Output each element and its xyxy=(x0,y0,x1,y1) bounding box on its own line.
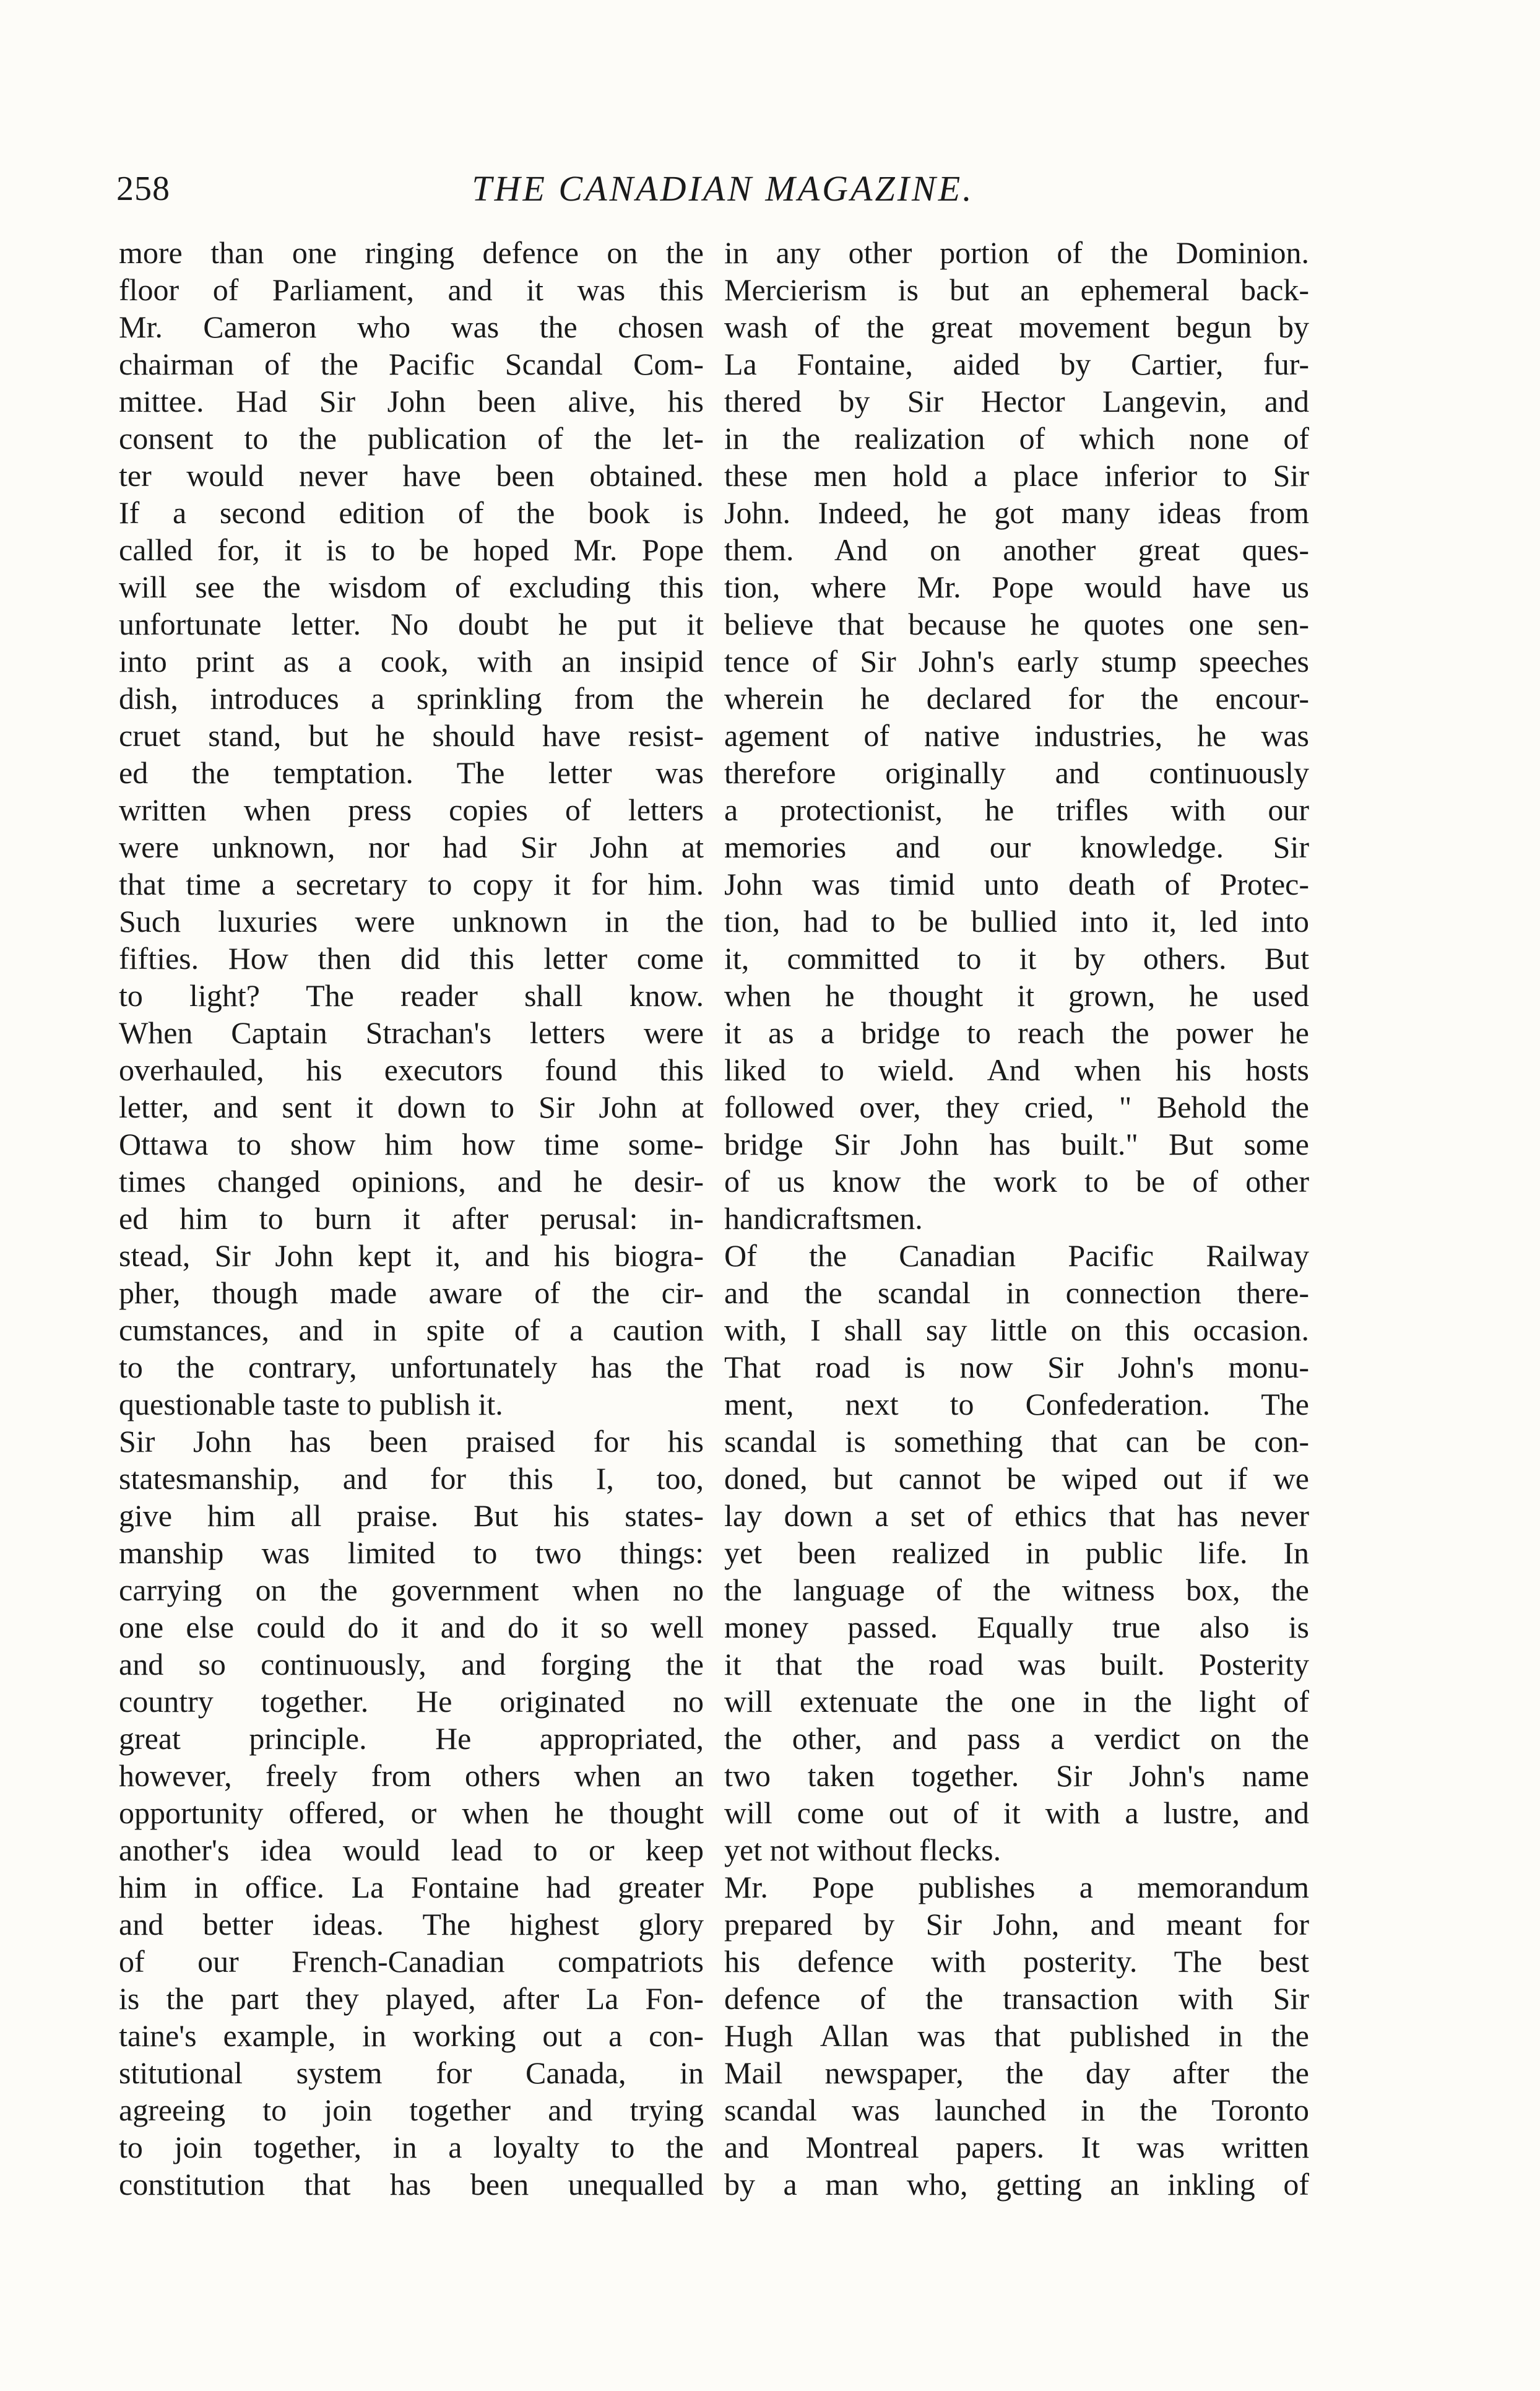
text-line: chairman of the Pacific Scandal Com- xyxy=(119,347,704,381)
text-line: were unknown, nor had Sir John at xyxy=(119,830,704,864)
text-line: and Montreal papers. It was written xyxy=(724,2130,1309,2164)
text-line: Of the Canadian Pacific Railway xyxy=(724,1238,1309,1273)
text-line: If a second edition of the book is xyxy=(119,495,704,530)
text-line: of us know the work to be of other xyxy=(724,1164,1309,1199)
text-line: a protectionist, he trifles with our xyxy=(724,792,1309,827)
text-line: will extenuate the one in the light of xyxy=(724,1684,1309,1719)
text-line: of our French-Canadian compatriots xyxy=(119,1944,704,1979)
text-line: wherein he declared for the encour- xyxy=(724,681,1309,716)
text-line: written when press copies of letters xyxy=(119,792,704,827)
text-line: overhauled, his executors found this xyxy=(119,1052,704,1087)
text-line: more than one ringing defence on the xyxy=(119,235,704,270)
text-line: Mr. Pope publishes a memorandum xyxy=(724,1870,1309,1904)
text-line: great principle. He appropriated, xyxy=(119,1721,704,1756)
text-line: agement of native industries, he was xyxy=(724,718,1309,753)
text-line: lay down a set of ethics that has never xyxy=(724,1498,1309,1533)
text-line: money passed. Equally true also is xyxy=(724,1610,1309,1644)
text-line: that time a secretary to copy it for him. xyxy=(119,867,704,901)
text-line: manship was limited to two things: xyxy=(119,1535,704,1570)
text-line: questionable taste to publish it. xyxy=(119,1387,503,1421)
text-line: yet not without flecks. xyxy=(724,1833,1001,1867)
text-line: to join together, in a loyalty to the xyxy=(119,2130,704,2164)
text-line: believe that because he quotes one sen- xyxy=(724,607,1309,641)
text-line: prepared by Sir John, and meant for xyxy=(724,1907,1309,1942)
text-line: followed over, they cried, " Behold the xyxy=(724,1090,1309,1124)
text-line: to light? The reader shall know. xyxy=(119,978,704,1013)
text-line: unfortunate letter. No doubt he put it xyxy=(119,607,704,641)
text-line: Mr. Cameron who was the chosen xyxy=(119,310,704,344)
text-line: called for, it is to be hoped Mr. Pope xyxy=(119,532,704,567)
text-line: opportunity offered, or when he thought xyxy=(119,1795,704,1830)
text-line: memories and our knowledge. Sir xyxy=(724,830,1309,864)
text-line: stead, Sir John kept it, and his biogra- xyxy=(119,1238,704,1273)
text-line: That road is now Sir John's monu- xyxy=(724,1350,1309,1384)
text-line: in any other portion of the Dominion. xyxy=(724,235,1309,270)
text-line: will come out of it with a lustre, and xyxy=(724,1795,1309,1830)
text-line: times changed opinions, and he desir- xyxy=(119,1164,704,1199)
text-line: it that the road was built. Posterity xyxy=(724,1647,1309,1682)
text-line: Such luxuries were unknown in the xyxy=(119,904,704,939)
journal-title: THE CANADIAN MAGAZINE. xyxy=(472,168,974,209)
text-line: yet been realized in public life. In xyxy=(724,1535,1309,1570)
running-head xyxy=(116,161,1330,217)
text-line: letter, and sent it down to Sir John at xyxy=(119,1090,704,1124)
text-line: and better ideas. The highest glory xyxy=(119,1907,704,1942)
text-line: him in office. La Fontaine had greater xyxy=(119,1870,704,1904)
text-line: will see the wisdom of excluding this xyxy=(119,570,704,604)
text-line: liked to wield. And when his hosts xyxy=(724,1052,1309,1087)
text-line: ter would never have been obtained. xyxy=(119,458,704,493)
text-line: one else could do it and do it so well xyxy=(119,1610,704,1644)
text-line: to the contrary, unfortunately has the xyxy=(119,1350,704,1384)
text-line: John. Indeed, he got many ideas from xyxy=(724,495,1309,530)
text-line: the language of the witness box, the xyxy=(724,1573,1309,1607)
text-line: agreeing to join together and trying xyxy=(119,2093,704,2127)
text-line: constitution that has been unequalled xyxy=(119,2167,704,2202)
right-text-column xyxy=(724,234,1309,2203)
text-line: La Fontaine, aided by Cartier, fur- xyxy=(724,347,1309,381)
text-line: two taken together. Sir John's name xyxy=(724,1758,1309,1793)
text-line: defence of the transaction with Sir xyxy=(724,1981,1309,2016)
text-line: by a man who, getting an inkling of xyxy=(724,2167,1309,2202)
page-number: 258 xyxy=(116,170,170,208)
text-line: Ottawa to show him how time some- xyxy=(119,1127,704,1161)
text-line: with, I shall say little on this occasion. xyxy=(724,1313,1309,1347)
text-line: ed him to burn it after perusal: in- xyxy=(119,1201,704,1236)
text-line: it, committed to it by others. But xyxy=(724,941,1309,976)
text-line: When Captain Strachan's letters were xyxy=(119,1015,704,1050)
text-line: Mercierism is but an ephemeral back- xyxy=(724,272,1309,307)
text-line: Mail newspaper, the day after the xyxy=(724,2055,1309,2090)
text-line: country together. He originated no xyxy=(119,1684,704,1719)
text-line: it as a bridge to reach the power he xyxy=(724,1015,1309,1050)
text-line: the other, and pass a verdict on the xyxy=(724,1721,1309,1756)
text-line: another's idea would lead to or keep xyxy=(119,1833,704,1867)
text-line: stitutional system for Canada, in xyxy=(119,2055,704,2090)
text-line: scandal was launched in the Toronto xyxy=(724,2093,1309,2127)
text-line: mittee. Had Sir John been alive, his xyxy=(119,384,704,419)
text-line: fifties. How then did this letter come xyxy=(119,941,704,976)
text-line: give him all praise. But his states- xyxy=(119,1498,704,1533)
text-line: is the part they played, after La Fon- xyxy=(119,1981,704,2016)
text-line: scandal is something that can be con- xyxy=(724,1424,1309,1459)
text-line: doned, but cannot be wiped out if we xyxy=(724,1461,1309,1496)
text-line: bridge Sir John has built." But some xyxy=(724,1127,1309,1161)
text-line: Sir John has been praised for his xyxy=(119,1424,704,1459)
text-line: statesmanship, and for this I, too, xyxy=(119,1461,704,1496)
text-line: them. And on another great ques- xyxy=(724,532,1309,567)
text-line: handicraftsmen. xyxy=(724,1201,923,1236)
text-line: in the realization of which none of xyxy=(724,421,1309,456)
text-line: cumstances, and in spite of a caution xyxy=(119,1313,704,1347)
text-line: however, freely from others when an xyxy=(119,1758,704,1793)
text-line: Hugh Allan was that published in the xyxy=(724,2018,1309,2053)
text-line: these men hold a place inferior to Sir xyxy=(724,458,1309,493)
text-line: dish, introduces a sprinkling from the xyxy=(119,681,704,716)
text-line: ed the temptation. The letter was xyxy=(119,755,704,790)
text-line: consent to the publication of the let- xyxy=(119,421,704,456)
text-line: when he thought it grown, he used xyxy=(724,978,1309,1013)
text-line: John was timid unto death of Protec- xyxy=(724,867,1309,901)
text-line: his defence with posterity. The best xyxy=(724,1944,1309,1979)
text-line: tion, had to be bullied into it, led into xyxy=(724,904,1309,939)
text-line: thered by Sir Hector Langevin, and xyxy=(724,384,1309,419)
text-line: wash of the great movement begun by xyxy=(724,310,1309,344)
text-line: carrying on the government when no xyxy=(119,1573,704,1607)
text-line: tence of Sir John's early stump speeches xyxy=(724,644,1309,679)
text-line: cruet stand, but he should have resist- xyxy=(119,718,704,753)
text-line: taine's example, in working out a con- xyxy=(119,2018,704,2053)
text-line: therefore originally and continuously xyxy=(724,755,1309,790)
text-line: into print as a cook, with an insipid xyxy=(119,644,704,679)
text-line: and the scandal in connection there- xyxy=(724,1275,1309,1310)
text-line: tion, where Mr. Pope would have us xyxy=(724,570,1309,604)
text-line: and so continuously, and forging the xyxy=(119,1647,704,1682)
text-line: floor of Parliament, and it was this xyxy=(119,272,704,307)
text-line: ment, next to Confederation. The xyxy=(724,1387,1309,1421)
text-line: pher, though made aware of the cir- xyxy=(119,1275,704,1310)
left-text-column xyxy=(119,234,704,2203)
